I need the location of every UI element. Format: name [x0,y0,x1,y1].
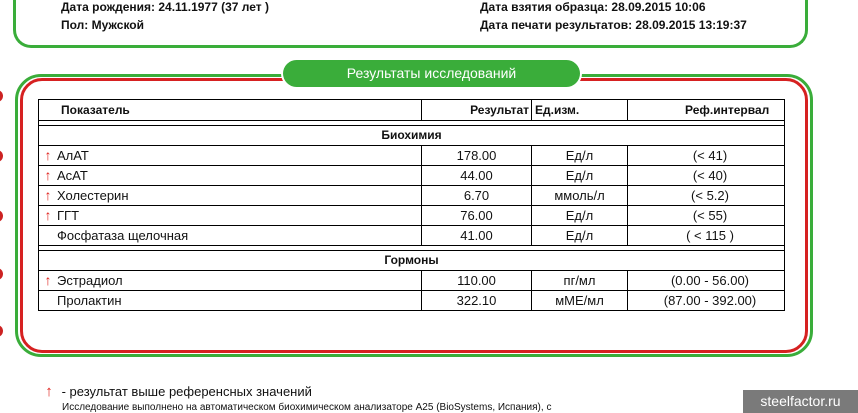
test-ref: (87.00 - 392.00) [628,291,785,311]
margin-mark [0,325,3,337]
group-title-hormones: Гормоны [39,251,785,271]
print-date: Дата печати результатов: 28.09.2015 13:19:37 [480,18,747,32]
up-arrow-icon: ↑ [44,167,52,183]
section-title: Результаты исследований [283,60,580,87]
test-ref: (< 40) [628,166,785,186]
test-value: 178.00 [422,146,532,166]
margin-mark [0,90,3,102]
header-unit: Ед.изм. [532,100,628,121]
table-row [39,291,785,311]
test-name: Фосфатаза щелочная [57,228,189,243]
test-name: Пролактин [57,293,122,308]
test-name: АлАТ [57,148,89,163]
up-arrow-icon: ↑ [44,147,52,163]
header-name: Показатель [39,100,422,121]
table-row [39,146,785,166]
test-unit: ммоль/л [532,186,628,206]
group-title-biochemistry: Биохимия [39,126,785,146]
table-row [39,226,785,246]
patient-sex: Пол: Мужской [61,18,145,32]
test-value: 41.00 [422,226,532,246]
group-row [39,126,785,146]
up-arrow-icon: ↑ [44,272,52,288]
margin-mark [0,210,3,222]
watermark: steelfactor.ru [743,390,858,413]
test-ref: (0.00 - 56.00) [628,271,785,291]
table-row [39,271,785,291]
test-ref: (< 5.2) [628,186,785,206]
margin-mark [0,268,3,280]
test-value: 110.00 [422,271,532,291]
up-arrow-icon: ↑ [45,383,53,400]
sample-date: Дата взятия образца: 28.09.2015 10:06 [480,0,706,14]
analyzer-note: Исследование выполнено на автоматическом биохимическом анализаторе A25 (BioSystems, Испания), с [62,402,552,413]
table-row [39,166,785,186]
group-row [39,251,785,271]
test-value: 6.70 [422,186,532,206]
header-value: Результат [422,100,532,121]
test-unit: Ед/л [532,166,628,186]
test-unit: мМЕ/мл [532,291,628,311]
margin-mark [0,150,3,162]
test-unit: пг/мл [532,271,628,291]
test-name: Эстрадиол [57,273,123,288]
test-ref: ( < 115 ) [628,226,785,246]
up-arrow-icon: ↑ [44,207,52,223]
test-value: 322.10 [422,291,532,311]
test-name: АсАТ [57,168,88,183]
test-name: Холестерин [57,188,129,203]
header-ref: Реф.интервал [628,100,785,121]
test-unit: Ед/л [532,226,628,246]
test-value: 44.00 [422,166,532,186]
test-unit: Ед/л [532,206,628,226]
birth-date: Дата рождения: 24.11.1977 (37 лет ) [61,0,269,14]
test-value: 76.00 [422,206,532,226]
table-row [39,186,785,206]
test-ref: (< 41) [628,146,785,166]
patient-info-card [13,0,808,48]
legend-text: - результат выше референсных значений [58,384,312,399]
test-ref: (< 55) [628,206,785,226]
table-header-row [39,100,785,121]
results-table [38,99,785,311]
up-arrow-icon: ↑ [44,187,52,203]
legend [40,383,312,400]
table-row [39,206,785,226]
test-name: ГГТ [57,208,80,223]
test-unit: Ед/л [532,146,628,166]
